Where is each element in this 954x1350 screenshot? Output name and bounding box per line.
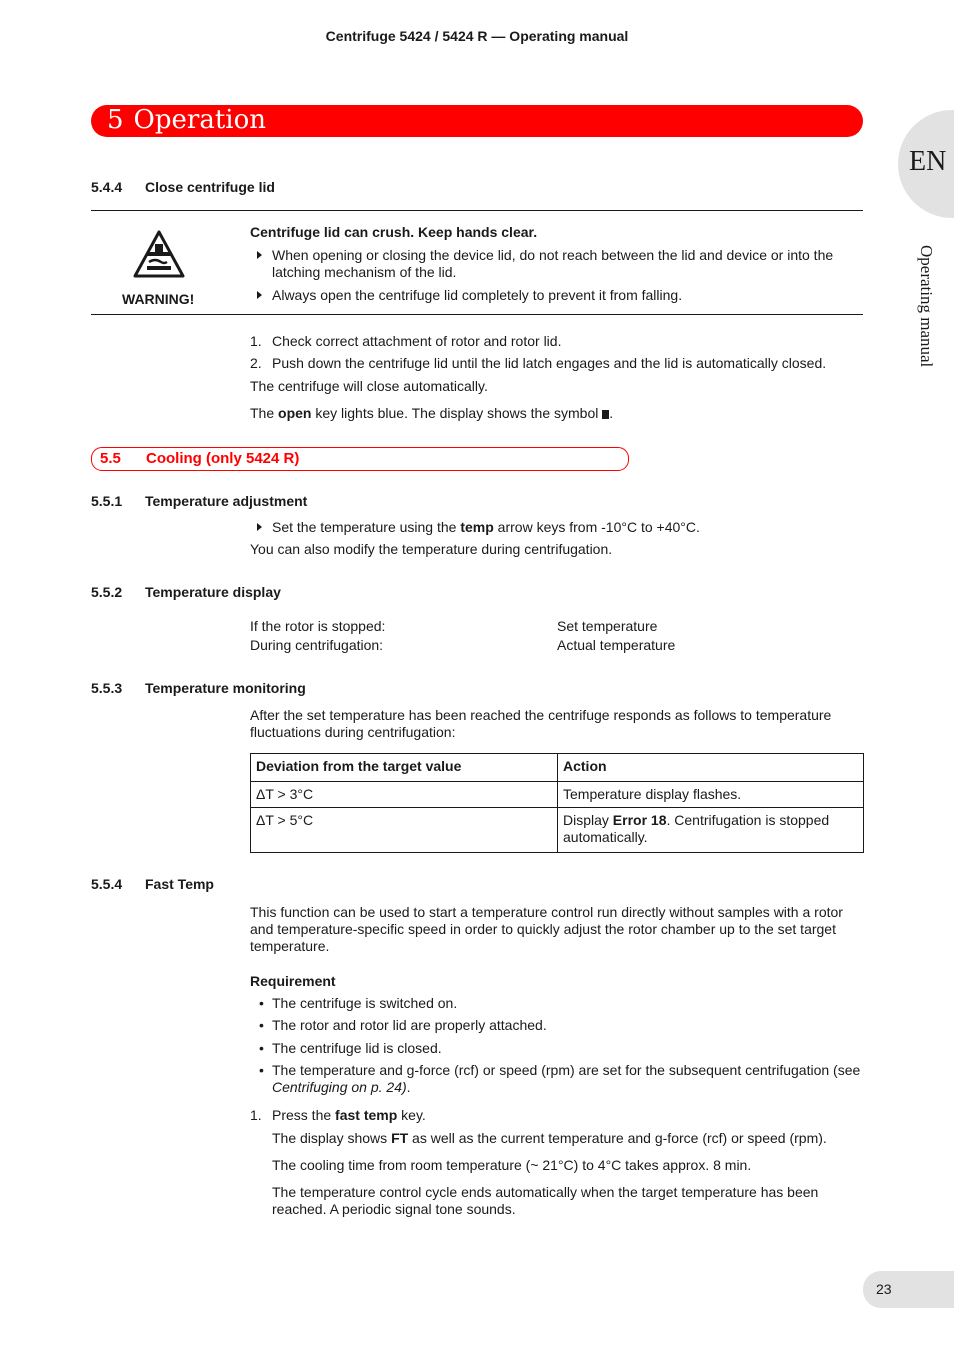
- warning-item-text: Always open the centrifuge lid completely to prevent it from falling.: [272, 287, 683, 303]
- arrow-icon: [257, 523, 262, 531]
- display-label: If the rotor is stopped:: [250, 618, 386, 634]
- requirement-item: • The centrifuge is switched on.: [259, 995, 458, 1011]
- instruction-item: Set the temperature using the temp arrow keys from -10°C to +40°C.: [250, 519, 862, 536]
- display-value: Actual temperature: [557, 637, 676, 653]
- chapter-number: 5: [107, 105, 124, 135]
- chapter-banner: [91, 105, 863, 137]
- warning-bottom-rule: [91, 314, 863, 315]
- section-5-5-heading: [91, 447, 629, 471]
- chapter-name: Operation: [133, 105, 266, 135]
- temperature-table: [250, 753, 864, 853]
- table-header: Deviation from the target value: [251, 754, 558, 782]
- crush-hazard-icon: [133, 230, 185, 281]
- note-text: You can also modify the temperature during centrifugation.: [250, 541, 613, 557]
- section-number: 5.5: [100, 450, 121, 467]
- display-label: During centrifugation:: [250, 637, 384, 653]
- open-key-text: The open key lights blue. The display shows the symbol .: [250, 405, 614, 421]
- step-detail: The display shows FT as well as the current temperature and g-force (rcf) or speed (rpm).: [272, 1130, 827, 1146]
- warning-item: [250, 247, 862, 281]
- intro-text: After the set temperature has been reached the centrifuge responds as follows to temperature fluctuations during centrifugation:: [250, 707, 832, 740]
- heading-5-5-2: 5.5.2 Temperature display: [91, 584, 281, 600]
- step-item: [250, 355, 862, 372]
- side-label: [914, 245, 938, 405]
- warning-top-rule: [91, 210, 863, 211]
- result-text: The centrifuge will close automatically.: [250, 378, 488, 394]
- intro-text: This function can be used to start a temperature control run directly without samples with a rotor and temperature-specific speed in order to quickly adjust the rotor chamber up to the set target temperature.: [250, 904, 843, 954]
- page-number: 23: [876, 1281, 892, 1297]
- arrow-icon: [257, 291, 262, 299]
- step-text: Push down the centrifuge lid until the lid latch engages and the lid is automatically closed.: [272, 355, 827, 371]
- chapter-title: [107, 104, 276, 136]
- side-label-text: Operating manual: [917, 245, 936, 368]
- table-header: Action: [558, 754, 864, 782]
- heading-5-4-4: [91, 179, 275, 195]
- step-number: 2.: [250, 355, 262, 371]
- step-detail: The temperature control cycle ends automatically when the target temperature has been reached. A periodic signal tone sounds.: [272, 1184, 819, 1217]
- heading-5-5-4: 5.5.4 Fast Temp: [91, 876, 214, 892]
- arrow-icon: [257, 251, 262, 259]
- requirement-item: • The centrifuge lid is closed.: [259, 1040, 442, 1056]
- running-header: Centrifuge 5424 / 5424 R — Operating manual: [325, 28, 629, 44]
- warning-item: [250, 287, 862, 304]
- step-detail: The cooling time from room temperature (~ 21°C) to 4°C takes approx. 8 min.: [272, 1157, 752, 1173]
- heading-5-5-3: 5.5.3 Temperature monitoring: [91, 680, 306, 696]
- step-item: 1. Press the fast temp key.: [250, 1107, 426, 1123]
- step-item: [250, 333, 862, 350]
- section-title: Cooling (only 5424 R): [146, 450, 300, 467]
- heading-number: 5.4.4: [91, 179, 123, 195]
- lid-closed-symbol-icon: [602, 410, 609, 419]
- table-cell: Temperature display flashes.: [558, 782, 864, 808]
- table-row: [251, 808, 864, 853]
- display-value: Set temperature: [557, 618, 658, 634]
- step-text: Check correct attachment of rotor and rotor lid.: [272, 333, 562, 349]
- warning-label: WARNING!: [122, 291, 195, 307]
- requirement-item: • The rotor and rotor lid are properly attached.: [259, 1017, 547, 1033]
- requirement-heading: Requirement: [250, 973, 336, 989]
- table-cell: ΔT > 3°C: [251, 782, 558, 808]
- table-cell: ΔT > 5°C: [251, 808, 558, 853]
- step-number: 1.: [250, 333, 262, 349]
- heading-title: Close centrifuge lid: [145, 179, 275, 195]
- heading-5-5-1: 5.5.1 Temperature adjustment: [91, 493, 308, 509]
- warning-item-text: When opening or closing the device lid, do not reach between the lid and device or into the latching mechanism of the lid.: [272, 247, 834, 280]
- table-header-row: [251, 754, 864, 782]
- language-code: EN: [909, 146, 947, 177]
- cross-reference-link[interactable]: Centrifuging on p. 24): [272, 1079, 407, 1095]
- warning-title: Centrifuge lid can crush. Keep hands clear.: [250, 224, 538, 240]
- table-cell: Display Error 18. Centrifugation is stopped automatically.: [558, 808, 864, 853]
- requirement-item: • The temperature and g-force (rcf) or speed (rpm) are set for the subsequent centrifugation (see Centrifuging on p. 24).: [259, 1062, 861, 1095]
- table-row: [251, 782, 864, 808]
